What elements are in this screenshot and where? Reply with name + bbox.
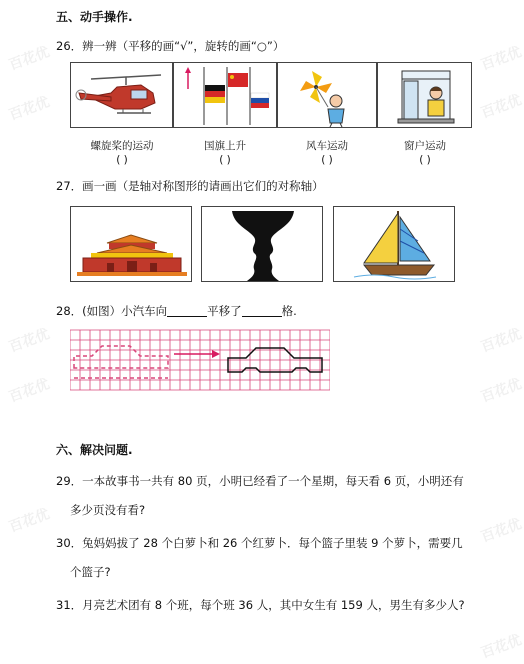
answer-blank-windmill[interactable]: ( ) bbox=[321, 154, 333, 166]
question-28-middle: 平移了 bbox=[207, 304, 242, 318]
caption-flag: 国旗上升 bbox=[204, 140, 246, 152]
sailboat-image bbox=[333, 206, 455, 282]
watermark: 百花优 bbox=[478, 516, 524, 546]
helicopter-image bbox=[70, 62, 173, 128]
caption-window: 窗户运动 bbox=[404, 140, 446, 152]
question-28 bbox=[56, 303, 297, 319]
answer-blank-window[interactable]: ( ) bbox=[419, 154, 431, 166]
question-30-line2: 个篮子? bbox=[70, 565, 111, 579]
question-26: 26．辨一辨（平移的画“√”，旋转的画“○”） bbox=[56, 39, 285, 53]
watermark: 百花优 bbox=[478, 326, 524, 356]
watermark: 百花优 bbox=[6, 376, 52, 406]
watermark: 百花优 bbox=[6, 506, 52, 536]
question-31: 31．月亮艺术团有 8 个班，每个班 36 人，其中女生有 159 人，男生有多少人? bbox=[56, 598, 465, 612]
question-28-suffix: 格. bbox=[281, 304, 297, 318]
watermark: 百花优 bbox=[6, 326, 52, 356]
answer-blank-flag[interactable]: ( ) bbox=[219, 154, 231, 166]
watermark: 百花优 bbox=[478, 632, 524, 662]
question-29-line2: 多少页没有看? bbox=[70, 503, 146, 517]
flags-image bbox=[173, 62, 277, 128]
translation-grid bbox=[70, 328, 330, 393]
caption-windmill: 风车运动 bbox=[306, 140, 348, 152]
question-27: 27．画一画（是轴对称图形的请画出它们的对称轴） bbox=[56, 179, 324, 193]
tiananmen-image bbox=[70, 206, 192, 282]
watermark: 百花优 bbox=[478, 92, 524, 122]
caption-propeller: 螺旋桨的运动 bbox=[90, 140, 154, 152]
cells-blank[interactable] bbox=[242, 305, 282, 317]
watermark: 百花优 bbox=[478, 44, 524, 74]
question-30-line1: 30．兔妈妈拔了 28 个白萝卜和 26 个红萝卜．每个篮子里装 9 个萝卜，需要几 bbox=[56, 536, 463, 550]
watermark: 百花优 bbox=[6, 44, 52, 74]
section-title: 五、动手操作. bbox=[56, 10, 133, 24]
window-image bbox=[377, 62, 472, 128]
section-title: 六、解决问题. bbox=[56, 443, 133, 457]
pinwheel-image bbox=[277, 62, 377, 128]
watermark: 百花优 bbox=[6, 94, 52, 124]
watermark: 百花优 bbox=[478, 376, 524, 406]
answer-blank-propeller[interactable]: ( ) bbox=[116, 154, 128, 166]
vase-faces-image bbox=[201, 206, 323, 282]
question-29-line1: 29．一本故事书一共有 80 页，小明已经看了一个星期，每天看 6 页，小明还有 bbox=[56, 474, 464, 488]
question-28-prefix: 28．(如图）小汽车向 bbox=[56, 304, 168, 318]
direction-blank[interactable] bbox=[167, 305, 207, 317]
